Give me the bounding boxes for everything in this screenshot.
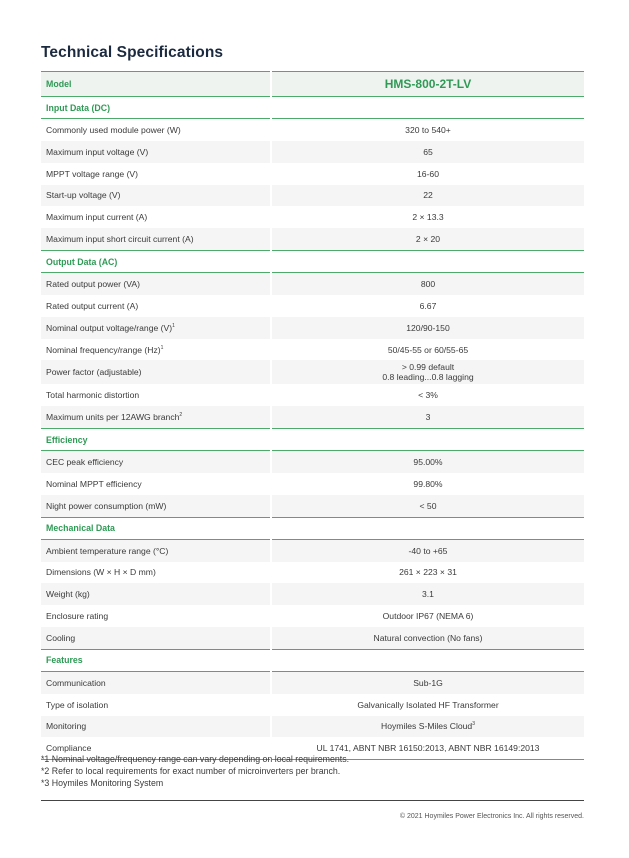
section-title: Efficiency bbox=[41, 429, 584, 451]
spec-value-text: 99.80% bbox=[413, 478, 443, 489]
spec-value bbox=[271, 605, 584, 627]
spec-value bbox=[271, 163, 584, 185]
spec-row bbox=[41, 671, 584, 693]
spec-value bbox=[271, 627, 584, 649]
spec-label-text: Nominal frequency/range (Hz) bbox=[46, 344, 161, 355]
spec-value-text: 6.67 bbox=[419, 300, 437, 311]
spec-row bbox=[41, 273, 584, 295]
spec-row bbox=[41, 295, 584, 317]
spec-value bbox=[271, 360, 584, 384]
spec-label-text: Communication bbox=[46, 677, 106, 688]
section-title: Output Data (AC) bbox=[41, 251, 584, 273]
spec-value bbox=[271, 141, 584, 163]
spec-value-text: 16-60 bbox=[417, 168, 439, 179]
spec-label-text: Nominal output voltage/range (V) bbox=[46, 322, 173, 333]
spec-row bbox=[41, 360, 584, 384]
section-title: Input Data (DC) bbox=[41, 97, 584, 119]
footnotes bbox=[41, 753, 349, 789]
spec-value bbox=[271, 451, 584, 473]
spec-label-text: Maximum input current (A) bbox=[46, 212, 148, 223]
spec-value bbox=[271, 119, 584, 141]
spec-label bbox=[41, 451, 271, 473]
spec-value-text: > 0.99 default bbox=[401, 362, 455, 373]
spec-value bbox=[271, 317, 584, 339]
spec-row bbox=[41, 473, 584, 495]
spec-label-text: Type of isolation bbox=[46, 699, 109, 710]
spec-label-text: CEC peak efficiency bbox=[46, 457, 124, 468]
section-header bbox=[41, 649, 584, 671]
spec-label bbox=[41, 141, 271, 163]
page-title: Technical Specifications bbox=[41, 44, 224, 61]
spec-value-text: 95.00% bbox=[413, 457, 443, 468]
spec-label bbox=[41, 671, 271, 693]
spec-label bbox=[41, 384, 271, 406]
section-header bbox=[41, 429, 584, 451]
spec-label-text: Rated output current (A) bbox=[46, 300, 139, 311]
spec-value-text: < 50 bbox=[419, 500, 437, 511]
spec-label bbox=[41, 605, 271, 627]
model-value: HMS-800-2T-LV bbox=[271, 72, 584, 97]
spec-value-text: 50/45-55 or 60/55-65 bbox=[387, 344, 469, 355]
spec-label bbox=[41, 583, 271, 605]
spec-value-text: Natural convection (No fans) bbox=[373, 632, 483, 643]
spec-row bbox=[41, 339, 584, 361]
spec-table bbox=[41, 71, 584, 760]
footnote-2: *2 Refer to local requirements for exact number of microinverters per branch. bbox=[41, 766, 341, 776]
section-header bbox=[41, 97, 584, 119]
spec-value bbox=[271, 539, 584, 561]
spec-row bbox=[41, 206, 584, 228]
section-header bbox=[41, 251, 584, 273]
footer-divider bbox=[41, 800, 584, 801]
spec-value bbox=[271, 716, 584, 738]
spec-value-text: 800 bbox=[420, 278, 436, 289]
spec-row bbox=[41, 495, 584, 517]
spec-row bbox=[41, 406, 584, 428]
spec-label bbox=[41, 206, 271, 228]
spec-value bbox=[271, 295, 584, 317]
spec-value bbox=[271, 384, 584, 406]
spec-label bbox=[41, 562, 271, 584]
spec-row bbox=[41, 562, 584, 584]
spec-value-text: Sub-1G bbox=[413, 677, 443, 688]
spec-label-text: MPPT voltage range (V) bbox=[46, 168, 139, 179]
spec-label bbox=[41, 694, 271, 716]
spec-label-text: Monitoring bbox=[46, 721, 87, 732]
spec-row bbox=[41, 163, 584, 185]
spec-value bbox=[271, 694, 584, 716]
section-title: Features bbox=[41, 649, 584, 671]
spec-value-text: Outdoor IP67 (NEMA 6) bbox=[382, 611, 474, 622]
spec-value bbox=[271, 473, 584, 495]
spec-row bbox=[41, 627, 584, 649]
spec-label-text: Maximum input voltage (V) bbox=[46, 146, 149, 157]
spec-label bbox=[41, 339, 271, 361]
spec-row bbox=[41, 119, 584, 141]
spec-value bbox=[271, 671, 584, 693]
model-label: Model bbox=[41, 72, 271, 97]
spec-label-text: Total harmonic distortion bbox=[46, 390, 140, 401]
spec-label-text: Weight (kg) bbox=[46, 589, 90, 600]
spec-row bbox=[41, 141, 584, 163]
spec-label bbox=[41, 295, 271, 317]
section-title: Mechanical Data bbox=[41, 517, 584, 539]
spec-value-text: 3 bbox=[425, 412, 431, 423]
section-header bbox=[41, 517, 584, 539]
spec-row bbox=[41, 716, 584, 738]
spec-value-text: 2 × 13.3 bbox=[412, 212, 444, 223]
spec-label bbox=[41, 627, 271, 649]
spec-label-text: Cooling bbox=[46, 632, 76, 643]
spec-row bbox=[41, 539, 584, 561]
spec-label-text: Power factor (adjustable) bbox=[46, 367, 142, 378]
spec-label bbox=[41, 228, 271, 250]
footnote-marker: 2 bbox=[179, 412, 183, 419]
spec-label-text: Night power consumption (mW) bbox=[46, 500, 167, 511]
spec-value bbox=[271, 495, 584, 517]
spec-value bbox=[271, 583, 584, 605]
spec-value bbox=[271, 185, 584, 207]
spec-label-text: Ambient temperature range (°C) bbox=[46, 545, 169, 556]
spec-value-text: 22 bbox=[423, 190, 433, 201]
spec-value-text: 320 to 540+ bbox=[405, 124, 451, 135]
spec-value-text: 3.1 bbox=[422, 589, 434, 600]
spec-label bbox=[41, 185, 271, 207]
spec-label bbox=[41, 360, 271, 384]
spec-value-text: 261 × 223 × 31 bbox=[399, 567, 457, 578]
footnote-marker: 1 bbox=[172, 322, 175, 329]
spec-label-text: Compliance bbox=[46, 743, 92, 754]
spec-label bbox=[41, 317, 271, 339]
spec-label-text: Nominal MPPT efficiency bbox=[46, 478, 142, 489]
spec-row bbox=[41, 451, 584, 473]
spec-value-text: 2 × 20 bbox=[415, 234, 441, 245]
spec-row bbox=[41, 185, 584, 207]
spec-label-text: Enclosure rating bbox=[46, 611, 109, 622]
spec-value-line2: 0.8 leading...0.8 lagging bbox=[382, 372, 474, 383]
spec-row bbox=[41, 583, 584, 605]
spec-value-text: -40 to +65 bbox=[408, 545, 448, 556]
spec-row bbox=[41, 694, 584, 716]
copyright-text: © 2021 Hoymiles Power Electronics Inc. All rights reserved. bbox=[399, 813, 584, 820]
model-row bbox=[41, 72, 584, 97]
spec-label bbox=[41, 406, 271, 428]
spec-value-text: Galvanically Isolated HF Transformer bbox=[357, 699, 499, 710]
spec-label bbox=[41, 539, 271, 561]
spec-row bbox=[41, 384, 584, 406]
spec-value-text: Hoymiles S-Miles Cloud bbox=[381, 721, 473, 732]
spec-row bbox=[41, 317, 584, 339]
spec-label bbox=[41, 273, 271, 295]
spec-label-text: Rated output power (VA) bbox=[46, 278, 140, 289]
spec-label-text: Maximum units per 12AWG branch bbox=[46, 412, 180, 423]
footnote-marker: 1 bbox=[160, 344, 164, 351]
spec-value-text: < 3% bbox=[418, 390, 438, 401]
spec-label-text: Dimensions (W × H × D mm) bbox=[46, 567, 156, 578]
spec-value-text: 120/90-150 bbox=[406, 322, 450, 333]
spec-value bbox=[271, 406, 584, 428]
spec-value bbox=[271, 228, 584, 250]
spec-label bbox=[41, 163, 271, 185]
spec-value bbox=[271, 339, 584, 361]
footnote-3: *3 Hoymiles Monitoring System bbox=[41, 778, 164, 788]
spec-label-text: Maximum input short circuit current (A) bbox=[46, 234, 194, 245]
footnote-marker: 3 bbox=[472, 721, 475, 728]
spec-label bbox=[41, 495, 271, 517]
spec-value bbox=[271, 206, 584, 228]
spec-row bbox=[41, 605, 584, 627]
spec-label-text: Commonly used module power (W) bbox=[46, 124, 181, 135]
spec-label bbox=[41, 473, 271, 495]
spec-row bbox=[41, 228, 584, 250]
spec-value-text: UL 1741, ABNT NBR 16150:2013, ABNT NBR 16149:2013 bbox=[316, 743, 540, 754]
spec-value-text: 65 bbox=[423, 146, 433, 157]
spec-label-text: Start-up voltage (V) bbox=[46, 190, 121, 201]
spec-label bbox=[41, 716, 271, 738]
spec-label bbox=[41, 119, 271, 141]
spec-value bbox=[271, 562, 584, 584]
footnote-1: *1 Nominal voltage/frequency range can vary depending on local requirements. bbox=[41, 754, 350, 764]
spec-value bbox=[271, 273, 584, 295]
